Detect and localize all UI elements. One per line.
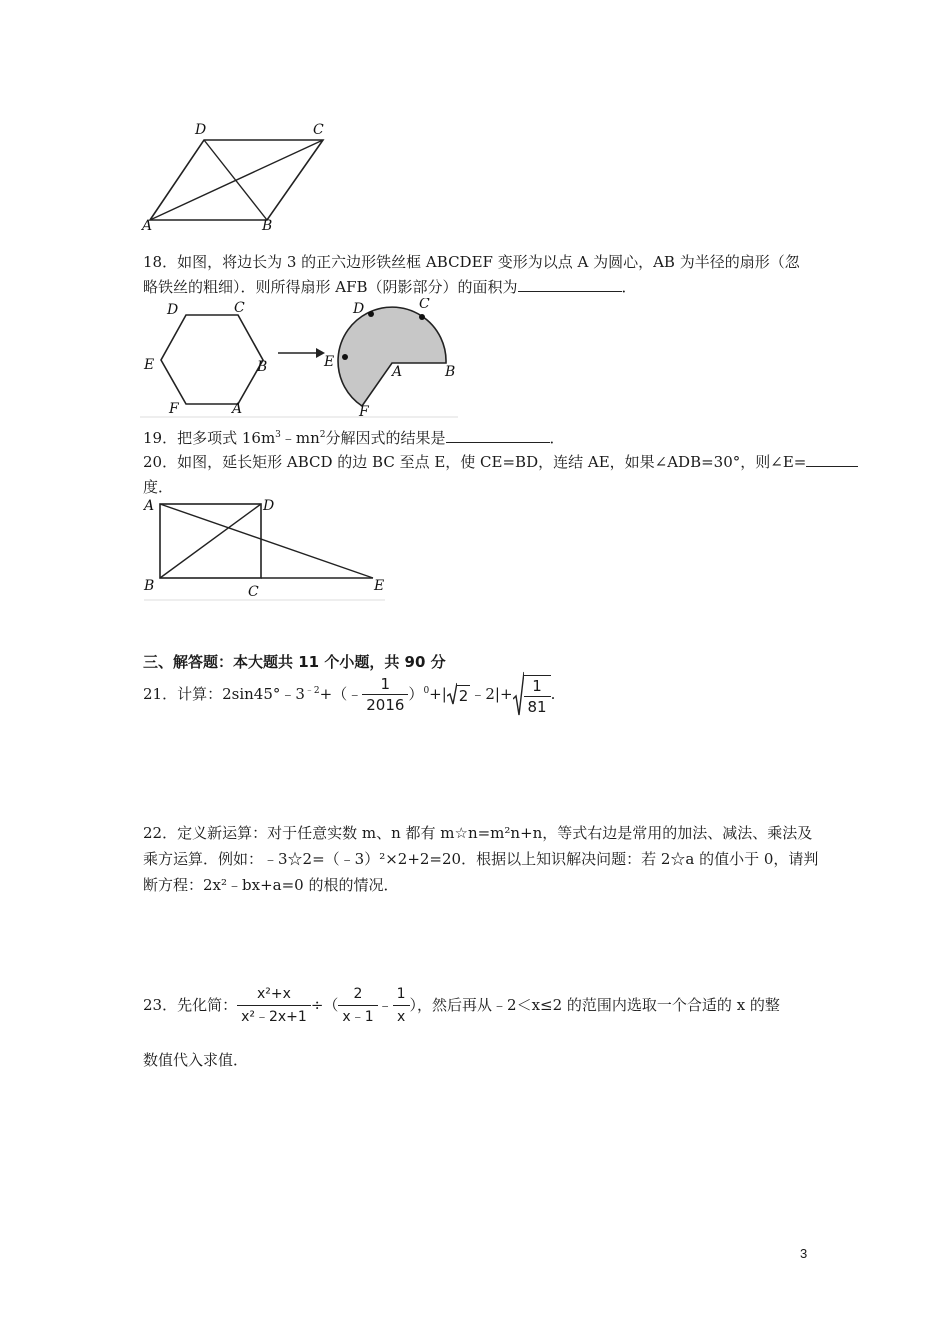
q21-sqrt-1-81 — [513, 671, 551, 717]
q22-line2: 乘方运算．例如：﹣3☆2=（﹣3）²×2+2=20．根据以上知识解决问题：若 2☆a 的值小于 0，请判 — [143, 850, 819, 868]
parallelogram-label-b: B — [262, 218, 273, 232]
section-three-heading: 三、解答题：本大题共 11 个小题，共 90 分 — [143, 653, 446, 671]
q22-line1: 22．定义新运算：对于任意实数 m、n 都有 m☆n=m²n+n，等式右边是常用的加法、减法、乘法及 — [143, 824, 813, 842]
hexagon-label-c: C — [234, 300, 245, 316]
rectangle-label-b: B — [144, 578, 155, 594]
q21-text-pre: 21．计算：2sin45°﹣3 — [143, 685, 305, 703]
hexagon-label-f: F — [169, 401, 179, 417]
q21-fraction-1-2016 — [362, 674, 408, 715]
rectangle-label-c: C — [248, 584, 259, 600]
q21-close-paren: ） — [408, 685, 424, 703]
sector-label-b: B — [445, 364, 456, 380]
radical-icon — [513, 671, 524, 717]
q20-text: 20．如图，延长矩形 ABCD 的边 BC 至点 E，使 CE=BD，连结 AE，如果∠ADB=30°，则∠E= — [143, 453, 807, 471]
q23-fraction-2 — [338, 983, 377, 1028]
q23-text-pre: 23．先化简： — [143, 996, 238, 1014]
q18-line2-end: ． — [621, 278, 637, 296]
q19-answer-blank — [446, 428, 550, 443]
q21-frac1-num: 1 — [380, 674, 391, 693]
parallelogram-label-a: A — [142, 218, 153, 232]
rectangle-label-d: D — [263, 498, 275, 514]
q18-line2-text: 略铁丝的粗细）．则所得扇形 AFB（阴影部分）的面积为 — [143, 278, 518, 296]
q21-text-end: . — [550, 685, 556, 703]
page-number: 3 — [800, 1246, 808, 1261]
q19-text-pre: 19．把多项式 16m — [143, 429, 276, 447]
q23-line1 — [143, 975, 780, 1035]
parallelogram-label-d: D — [195, 122, 207, 138]
rectangle-figure — [140, 496, 390, 602]
q23-fraction-3 — [393, 983, 410, 1028]
q23-line2: 数值代入求值． — [143, 1051, 249, 1069]
radical-icon — [447, 682, 457, 706]
q22-line3: 断方程：2x²﹣bx+a=0 的根的情况． — [143, 876, 399, 894]
q21-frac2-den: 81 — [524, 696, 551, 717]
q21-sqrt-2 — [447, 682, 471, 706]
sector-shape — [338, 307, 446, 406]
q21-abs-open: +| — [429, 685, 447, 703]
q21-exp-neg2: ﹣2 — [304, 686, 320, 696]
q21-frac1-den: 2016 — [362, 694, 408, 715]
q20-line1 — [143, 451, 858, 473]
sector-label-d: D — [353, 301, 365, 317]
q19-line — [143, 424, 565, 449]
q20-answer-blank — [806, 452, 858, 467]
q23-frac2-num: 2 — [353, 985, 363, 1002]
q19-exp-2: 2 — [319, 430, 326, 440]
sector-label-c: C — [419, 298, 430, 312]
q19-text-post: 分解因式的结果是 — [325, 429, 446, 447]
q19-text-mid: ﹣mn — [280, 429, 320, 447]
sector-label-f: F — [359, 404, 369, 418]
transform-arrow-icon — [278, 348, 325, 358]
q19-text-end: ． — [549, 429, 565, 447]
q23-minus: ﹣ — [377, 996, 393, 1014]
hexagon-label-b: B — [257, 359, 268, 375]
parallelogram-figure — [140, 118, 340, 232]
hexagon-shape — [161, 315, 263, 404]
q19-exp-3: 3 — [275, 430, 281, 440]
q23-frac3-den: x — [393, 1005, 410, 1028]
q21-text-paren: +（﹣ — [319, 685, 363, 703]
q18-line2 — [143, 276, 637, 298]
q23-frac3-num: 1 — [396, 985, 406, 1002]
q21-fraction-1-81 — [524, 675, 551, 717]
hexagon-label-e: E — [144, 357, 155, 373]
q20-line2: 度． — [143, 478, 174, 496]
q21-frac2-num: 1 — [532, 677, 542, 695]
q23-text-post: ），然后再从﹣2＜x≤2 的范围内选取一个合适的 x 的整 — [409, 996, 780, 1014]
hexagon-label-a: A — [232, 401, 243, 417]
q23-divide: ÷（ — [310, 996, 339, 1014]
q21-abs-close: ﹣2|+ — [470, 685, 513, 703]
q21-line — [143, 668, 555, 720]
q21-sqrt-2-radicand: 2 — [458, 687, 469, 705]
parallelogram-label-c: C — [313, 122, 324, 138]
hexagon-label-d: D — [167, 302, 179, 318]
sector-label-e: E — [324, 354, 335, 370]
q23-frac-main-num: x²+x — [257, 985, 291, 1002]
sector-label-a: A — [392, 364, 403, 380]
q23-frac2-den: x﹣1 — [338, 1005, 377, 1028]
q21-exp-0: 0 — [423, 686, 430, 696]
q18-line1: 18．如图，将边长为 3 的正六边形铁丝框 ABCDEF 变形为以点 A 为圆心，AB 为半径的扇形（忽 — [143, 253, 800, 271]
q23-frac-main-den: x²﹣2x+1 — [237, 1005, 311, 1028]
hexagon-sector-figure — [140, 298, 458, 418]
q18-answer-blank — [518, 277, 622, 292]
rectangle-label-e: E — [374, 578, 385, 594]
q23-fraction-main — [237, 983, 311, 1028]
rectangle-label-a: A — [144, 498, 155, 514]
